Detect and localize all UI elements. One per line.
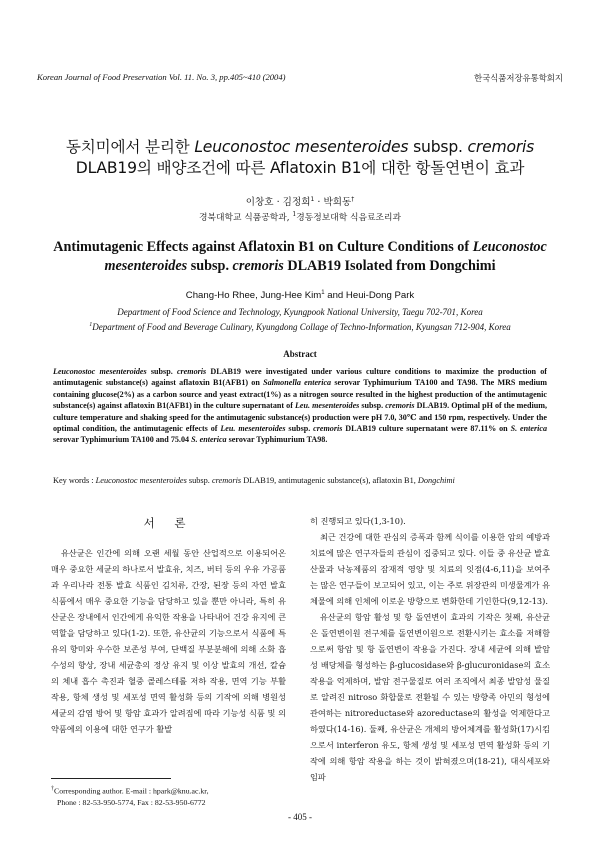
abstract-text-b: DLAB19 were investigated under various culture conditions to maximize the production of antimutagenic substance(s) against aflatoxin B1(AFB1) on	[53, 367, 548, 388]
abstract-text-f: subsp.	[285, 424, 314, 434]
english-title-rest: DLAB19 Isolated from Dongchimi	[283, 258, 496, 274]
abstract-cremoris-2: cremoris	[385, 401, 415, 411]
korean-title-species: Leuconostoc mesenteroides	[194, 138, 409, 156]
abstract-s-enterica: S. enterica	[510, 424, 547, 434]
english-title	[20, 238, 580, 276]
abstract-species: Leuconostoc mesenteroides	[53, 367, 147, 376]
english-title-species: mesenteroides	[104, 258, 188, 274]
abstract-text-c: serovar Typhimurium TA100 and TA98. The MRS medium containing glucose(2%) as a carbon source and yeast extract(1%) as a nitrogen source resulted in the highest production of the antimutagenic substance(s) against aflatoxin B1(AFB1) in the culture supernatant of	[53, 378, 548, 411]
running-header	[37, 72, 563, 84]
korean-authors	[0, 194, 600, 208]
english-affiliation-2: Department of Food and Beverage Culinary, Kyungdong Collage of Techno-Information, Kyungsan 712-904, Korea	[92, 322, 511, 332]
korean-title-prefix: 동치미에서 분리한	[65, 138, 195, 156]
footnote-email: Corresponding author. E-mail : hpark@knu.ac.kr,	[54, 786, 209, 796]
keywords-dongchimi: Dongchimi	[417, 476, 455, 485]
abstract-cremoris: cremoris	[176, 367, 207, 376]
abstract-text-e: DLAB19. Optimal pH of the medium, culture temperature and shaking speed for the antimutagenic substance(s) production were pH 7.0, 30℃ and 150 rpm, respectively. Under the optimal condition, the antimutagenic effects of	[53, 401, 547, 434]
english-title-subsp: subsp.	[187, 258, 233, 274]
footnote-rule	[51, 778, 171, 779]
english-author-rest: and Heui-Dong Park	[324, 290, 415, 302]
abstract-salmonella: Salmonella enterica	[263, 378, 332, 388]
korean-title-cremoris: cremoris	[467, 138, 535, 156]
abstract-heading: Abstract	[283, 349, 317, 359]
keywords	[53, 475, 547, 486]
abstract-text-i: serovar Typhimurium TA98.	[226, 435, 328, 445]
abstract-cremoris-3: cremoris	[313, 424, 343, 434]
abstract-text-a: subsp.	[146, 367, 177, 376]
english-affiliation-1: Department of Food Science and Technology, Kyungpook National University, Taegu 702-701, Korea	[117, 307, 483, 317]
keywords-rest: DLAB19, antimutagenic substance(s), aflatoxin B1,	[241, 476, 418, 485]
keywords-label: Key words :	[53, 476, 96, 485]
abstract-text-d: subsp.	[359, 401, 386, 411]
english-title-genus: Leuconostoc	[472, 239, 547, 255]
english-author-names: Chang-Ho Rhee, Jung-Hee Kim	[185, 290, 322, 302]
keywords-subsp: subsp.	[186, 476, 212, 485]
english-title-prefix: Antimutagenic Effects against Aflatoxin B1 on Culture Conditions of	[53, 239, 473, 255]
korean-author-names: 이창호 · 김정희	[245, 197, 311, 208]
section-title-introduction: 서 론	[143, 516, 194, 530]
english-affiliation-sup: 1	[89, 322, 93, 328]
korean-author-dagger: †	[351, 195, 355, 203]
korean-title-subsp: subsp.	[408, 138, 468, 156]
left-paragraph-1: 유산균은 인간에 의해 오랜 세월 동안 산업적으로 이용되어온 매우 중요한 세균의 하나로서 발효유, 치즈, 버터 등의 우유 가공품과 우리나라 전통 발효 식품인 김치류, 간장, 된장 등의 자연 발효 식품에서 매우 중요한 기능을 담당하고 있을 뿐만 아니라, 특히 유산균은 장내에서 인간에게 유익한 작용을 나타내어 건강 유지에 큰 역할을 담당하고 있다(1-2). 또한, 유산균의 기능으로서 식품에 특유의 향미와 우수한 보존성 부여, 단백질 부분분해에 의해 소화 흡수성의 향상, 장내 세균총의 정상 유지 및 이상 발효의 개선, 칼슘의 체내 흡수 촉진과 혈중 콜레스테롤 저하 작용, 면역 기능 부활 작용, 항체 생성 및 세포성 면역 활성화 등의 기작에 의해 병원성 세균의 감염 방어 및 항암 효과가 알려짐에 따라 기능성 식품 및 의약품에의 이용에 대한 연구가 활발	[51, 548, 286, 734]
right-paragraph-0: 히 진행되고 있다(1,3-10).	[310, 516, 406, 526]
left-column	[51, 545, 286, 737]
journal-citation: Korean Journal of Food Preservation Vol. 11. No. 3, pp.405~410 (2004)	[37, 72, 286, 82]
english-authors	[0, 290, 600, 301]
korean-title-line2: DLAB19의 배양조건에 따른 Aflatoxin B1에 대한 항돌연변이 효과	[75, 159, 525, 177]
korean-title	[20, 137, 580, 179]
page-number: - 405 -	[288, 812, 312, 822]
abstract-leu-2: Leu. mesenteroides	[220, 424, 286, 434]
korean-author-sup1: 1	[310, 195, 315, 203]
korean-affil-2: 경동정보대학 식음료조리과	[296, 213, 401, 223]
footnote-phone: Phone : 82-53-950-5774, Fax : 82-53-950-6772	[57, 797, 206, 807]
english-affiliations	[30, 306, 570, 334]
keywords-cremoris: cremoris	[211, 476, 242, 485]
abstract-body	[53, 366, 547, 446]
korean-affil-1: 경북대학교 식품공학과,	[199, 213, 293, 223]
abstract-text-g: DLAB19 culture supernatant were 87.11% on	[342, 424, 511, 434]
english-author-sup1: 1	[321, 290, 325, 296]
keywords-species: Leuconostoc mesenteroides	[95, 476, 187, 485]
abstract-text-h: serovar Typhimurium TA100 and 75.04	[53, 435, 192, 445]
footnote-dagger: †	[51, 786, 54, 792]
english-title-cremoris: cremoris	[232, 258, 284, 274]
corresponding-footnote	[51, 784, 286, 808]
korean-affiliation	[0, 210, 600, 223]
abstract-s-enterica-2: S. enterica	[191, 435, 227, 445]
society-name: 한국식품저장유통학회지	[474, 73, 563, 83]
abstract-leu: Leu. mesenteroides	[294, 401, 360, 411]
right-paragraph-2: 유산균의 항암 활성 및 항 돌연변이 효과의 기작은 첫째, 유산균은 돌연변이원 전구체를 돌연변이원으로 전환시키는 효소를 저해함으로써 항암 및 항 돌연변이 작용을 가진다. 장내 세균에 의해 발암성 배당체를 형성하는 β-glucosidase와 β-glucuronidase의 효소 작용을 억제하며, 발암 전구물질로 여러 조직에서 최종 발암성 물질로 알려진 nitroso 화합물로 전환될 수 있는 방향족 아민의 형성에 관여하는 nitroreductase와 azoreductase의 활성을 억제한다고 하였다(14-16). 둘째, 유산균은 개체의 방어체계를 활성화(17)시킴으로서 interferon 유도, 항체 생성 및 세포성 면역 활성화 등의 기작에 의해 항암 작용을 하는 것이 밝혀졌으며(18-21), 대식세포와 임파	[310, 612, 550, 782]
korean-author-rest: · 박희동	[314, 197, 352, 208]
korean-affil-sup: 1	[292, 211, 297, 219]
right-column	[310, 513, 550, 785]
right-paragraph-1: 최근 건강에 대한 관심의 증폭과 함께 식이를 이용한 암의 예방과 치료에 많은 연구자들의 관심이 집중되고 있다. 이들 중 유산균 발효산물과 낙농제품의 잠재적 영양 및 치료의 잇점(4-6,11)을 보여주는 많은 연구들이 보고되어 있고, 이는 주로 위장관의 미생물계가 유체물에 의해 인체에 이로운 방향으로 변화한데 기인한다(9,12-13).	[310, 532, 550, 606]
